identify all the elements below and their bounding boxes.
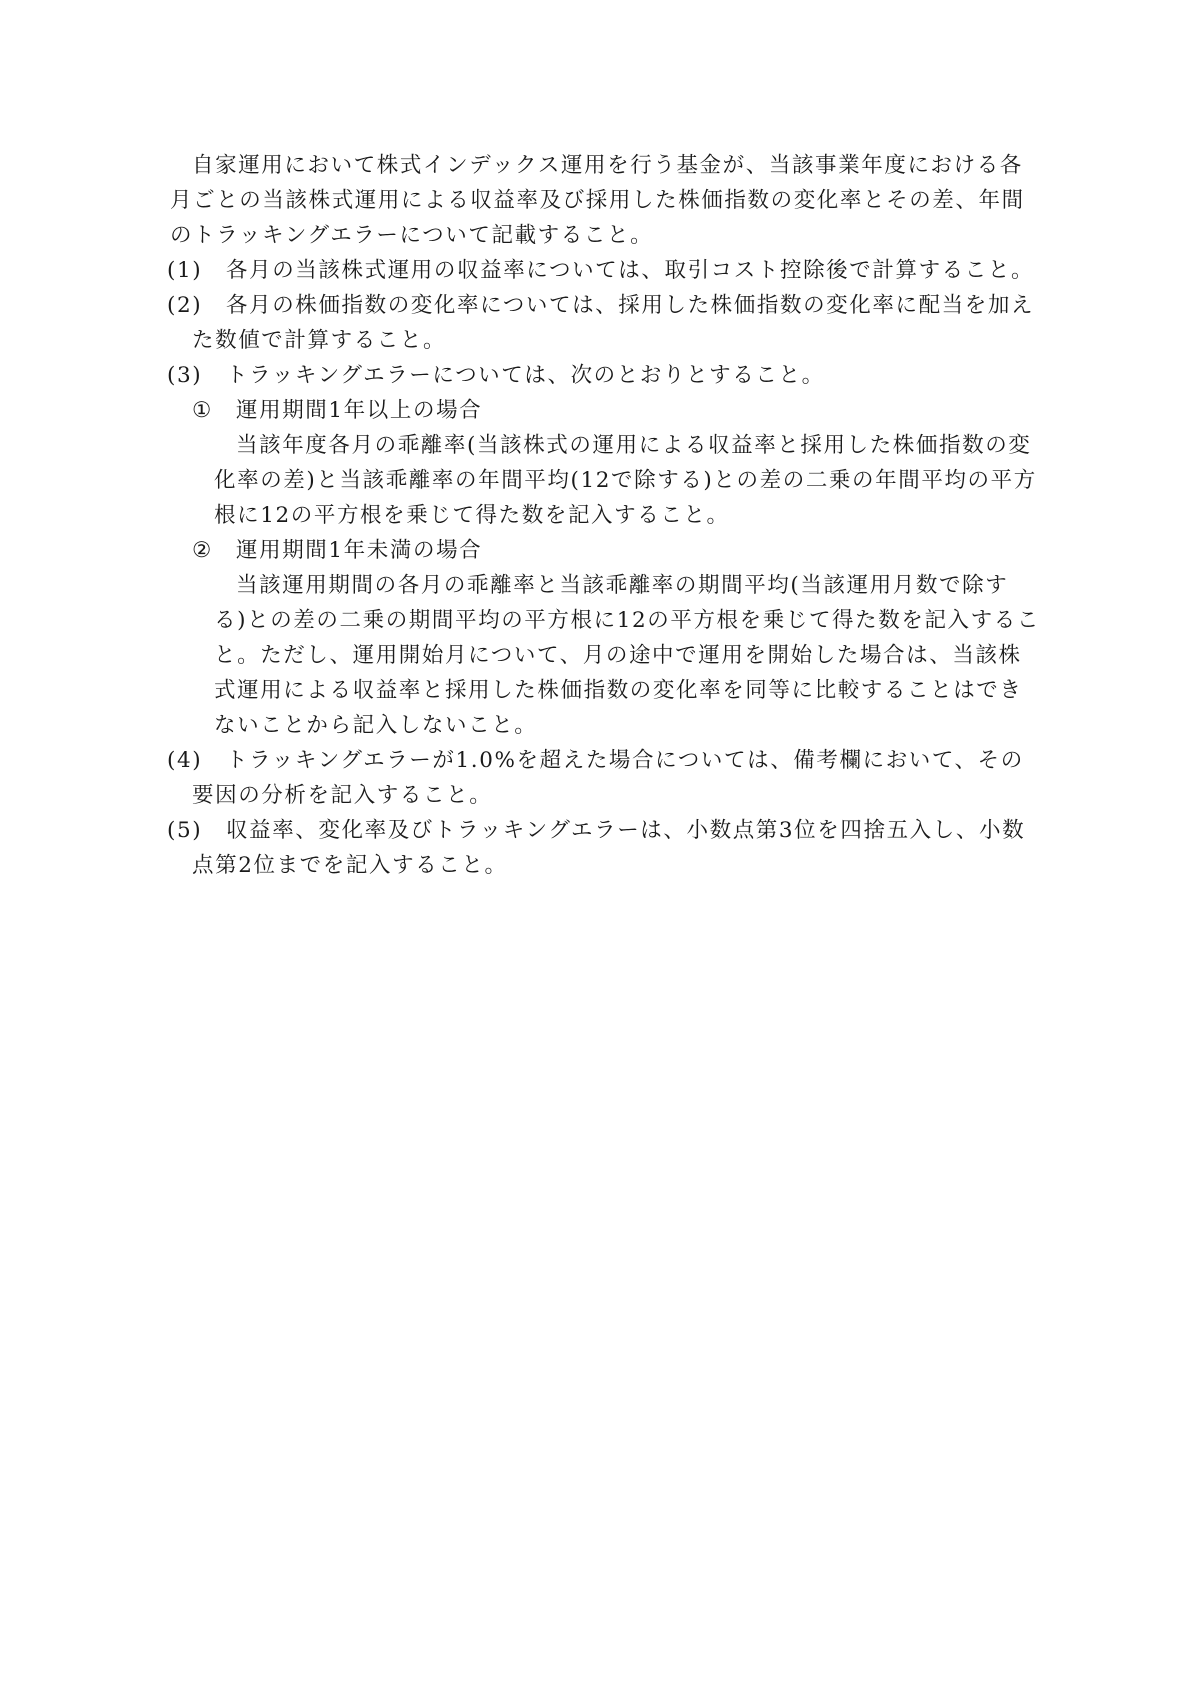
- item-number: (5): [167, 818, 203, 843]
- intro-paragraph: 自家運用において株式インデックス運用を行う基金が、当該事業年度における各月ごとの当該株式運用による収益率及び採用した株価指数の変化率とその差、年間のトラッキングエラーについて記載すること。: [170, 153, 1025, 248]
- subitem-mark: ①: [192, 398, 213, 423]
- list-item-5: [167, 813, 1040, 883]
- item-number: (4): [167, 748, 203, 773]
- item-number: (3): [167, 363, 203, 388]
- item-text: 収益率、変化率及びトラッキングエラーは、小数点第3位を四捨五入し、小数点第2位までを記入すること。: [192, 818, 1026, 878]
- item-text: トラッキングエラーが1.0%を超えた場合については、備考欄において、その要因の分析を記入すること。: [192, 748, 1024, 808]
- subitem-mark: ②: [192, 538, 213, 563]
- list-item-2: [167, 288, 1040, 358]
- subitem-label: 運用期間1年以上の場合: [236, 398, 483, 423]
- item-number: (2): [167, 293, 203, 318]
- subitem-2-heading: [170, 533, 1040, 568]
- subitem-2-body: 当該運用期間の各月の乖離率と当該乖離率の期間平均(当該運用月数で除する)との差の二乗の期間平均の平方根に12の平方根を乗じて得た数を記入すること。ただし、運用開始月について、月の途中で運用を開始した場合は、当該株式運用による収益率と採用した株価指数の変化率を同等に比較することはできないことから記入しないこと。: [214, 573, 1040, 738]
- subitem-label: 運用期間1年未満の場合: [236, 538, 483, 563]
- subitem-1-body: 当該年度各月の乖離率(当該株式の運用による収益率と採用した株価指数の変化率の差)と当該乖離率の年間平均(12で除する)との差の二乗の年間平均の平方根に12の平方根を乗じて得た数を記入すること。: [214, 433, 1037, 528]
- list-item-1: [167, 253, 1040, 288]
- list-item-3: [167, 358, 1040, 393]
- document-body: [167, 148, 1040, 883]
- item-text: 各月の株価指数の変化率については、採用した株価指数の変化率に配当を加えた数値で計算すること。: [192, 293, 1035, 353]
- item-number: (1): [167, 258, 203, 283]
- list-item-4: [167, 743, 1040, 813]
- subitem-1-heading: [170, 393, 1040, 428]
- item-text: トラッキングエラーについては、次のとおりとすること。: [226, 363, 825, 388]
- item-text: 各月の当該株式運用の収益率については、取引コスト控除後で計算すること。: [226, 258, 1035, 283]
